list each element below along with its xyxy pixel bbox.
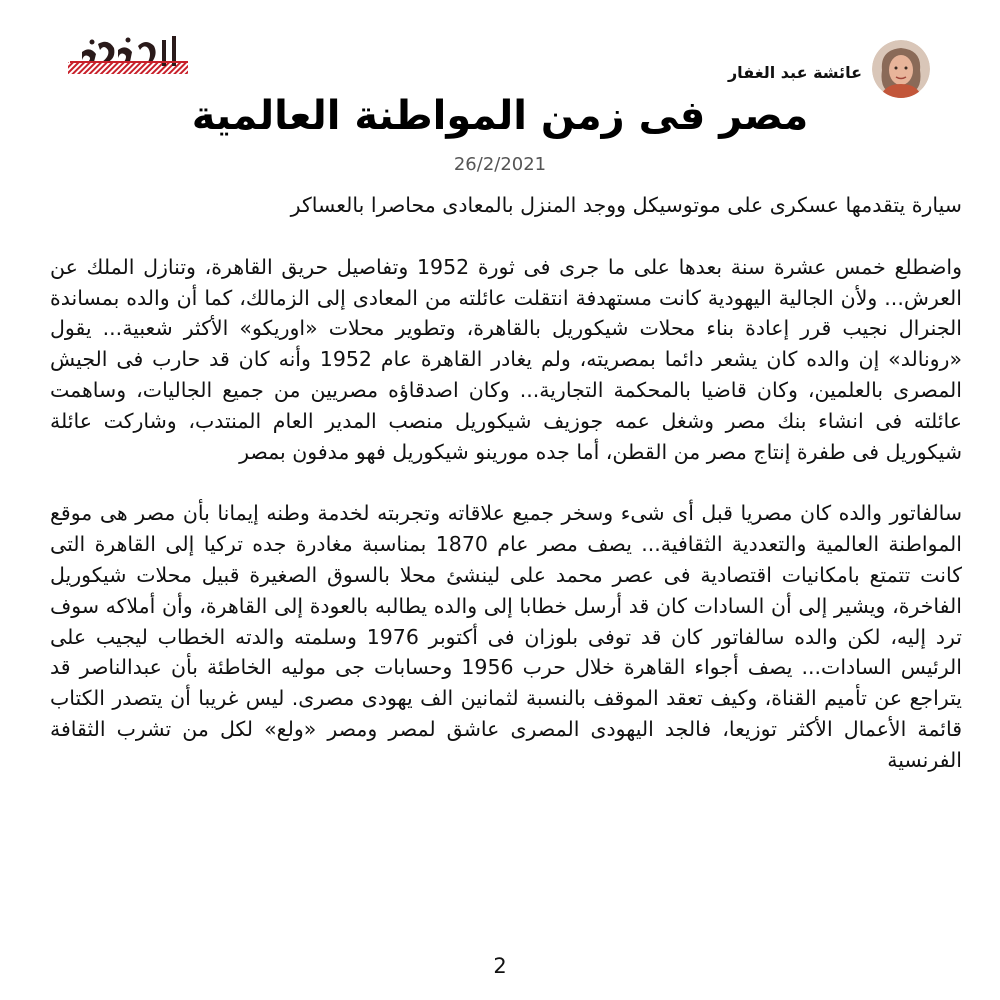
article-body bbox=[50, 190, 962, 776]
article-paragraph: سالفاتور والده كان مصريا قبل أى شىء وسخر جميع علاقاته وتجربته لخدمة وطنه إيمانا بأن مصر هى موقع المواطنة العالمية والتعددية الثقافية... يصف مصر عام 1870 بمناسبة مغادرة جده تركيا إلى القاهرة التى كانت تتمتع بامكانيات اقتصادية فى عصر محمد على لينشئ محلا بالسوق الصغيرة قبيل محلات شيكوريل الفاخرة، ويشير إلى أن السادات كان قد أرسل خطابا إلى والده يطالبه بالعودة إلى القاهرة، وأن أملاكه سوف ترد إليه، لكن والده سالفاتور كان قد توفى بلوزان فى أكتوبر 1976 وسلمته والدته الخطاب ليجيب على الرئيس السادات... يصف أجواء القاهرة خلال حرب 1956 وحسابات جى موليه الخاطئة بأن عبدالناصر قد يتراجع عن تأميم القناة، وكيف تعقد الموقف بالنسبة لثمانين الف يهودى مصرى. ليس غريبا أن يتصدر الكتاب قائمة الأعمال الأكثر توزيعا، فالجد اليهودى المصرى عاشق لمصر ومصر «ولع» لكل من تشرب الثقافة الفرنسية bbox=[50, 501, 962, 772]
paragraph-spacer bbox=[50, 467, 962, 498]
paragraph-spacer bbox=[50, 221, 962, 252]
article-title: مصر فى زمن المواطنة العالمية bbox=[191, 93, 809, 139]
article-date: 26/2/2021 bbox=[453, 154, 547, 175]
article-paragraph: واضطلع خمس عشرة سنة بعدها على ما جرى فى ثورة 1952 وتفاصيل حريق القاهرة، وتنازل الملك عن العرش... ولأن الجالية اليهودية كانت مستهدفة انتقلت عائلته من المعادى إلى الزمالك، كما أن والده بمساندة الجنرال نجيب قرر إعادة بناء محلات شيكوريل بالقاهرة، وتطوير محلات «اوريكو» الأكثر شعبية... يقول «رونالد» إن والده كان يشعر دائما بمصريته، ولم يغادر القاهرة عام 1952 وأنه كان قد حارب فى الجيش المصرى بالعلمين، وكان قاضيا بالمحكمة التجارية... وكان اصدقاؤه مصريين من جميع الجاليات، وساهمت عائلته فى انشاء بنك مصر وشغل عمه جوزيف شيكوريل منصب المدير العام المنتدب، وشاركت عائلة شيكوريل فى طفرة إنتاج مصر من القطن، أما جده مورينو شيكوريل فهو مدفون بمصر bbox=[50, 254, 962, 464]
author-name: عائشة عبد الغفار bbox=[727, 62, 862, 82]
al-ahram-logo-icon[interactable] bbox=[68, 32, 190, 78]
article-paragraph: سيارة يتقدمها عسكرى على موتوسيكل ووجد المنزل بالمعادى محاصرا بالعساكر bbox=[290, 193, 962, 217]
page-number: 2 bbox=[493, 954, 507, 978]
